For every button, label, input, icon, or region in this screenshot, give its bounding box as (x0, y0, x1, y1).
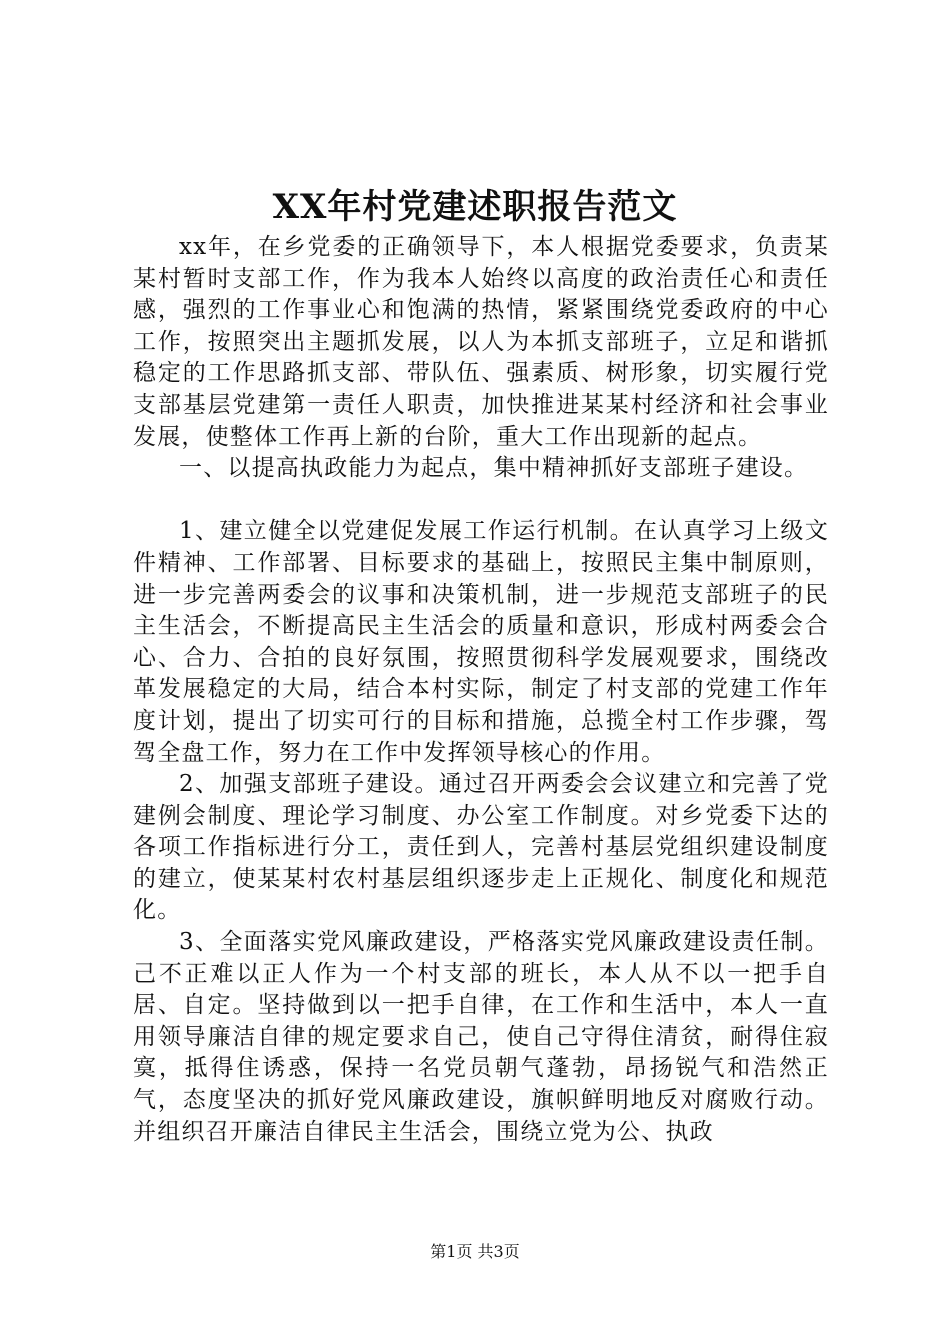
paragraph-item-2: 2、加强支部班子建设。通过召开两委会会议建立和完善了党建例会制度、理论学习制度、办公室工作制度。对乡党委下达的各项工作指标进行分工，责任到人，完善村基层党组织建设制度的建立，使某某村农村基层组织逐步走上正规化、制度化和规范化。 (133, 771, 829, 924)
section-heading-1: 一、以提高执政能力为起点，集中精神抓好支部班子建设。 (179, 455, 809, 482)
paragraph-item-1: 1、建立健全以党建促发展工作运行机制。在认真学习上级文件精神、工作部署、目标要求的基础上，按照民主集中制原则，进一步完善两委会的议事和决策机制，进一步规范支部班子的民主生活会，不断提高民主生活会的质量和意识，形成村两委会合心、合力、合拍的良好氛围，按照贯彻科学发展观要求，围绕改革发展稳定的大局，结合本村实际，制定了村支部的党建工作年度计划，提出了切实可行的目标和措施，总揽全村工作步骤，驾驾全盘工作，努力在工作中发挥领导核心的作用。 (133, 518, 829, 766)
document-title: XX年村党建述职报告范文 (272, 187, 678, 227)
page-number-footer: 第1页 共3页 (430, 1242, 520, 1261)
document-body (133, 232, 829, 1148)
paragraph-item-3: 3、全面落实党风廉政建设，严格落实党风廉政建设责任制。己不正难以正人作为一个村支部的班长，本人从不以一把手自居、自定。坚持做到以一把手自律，在工作和生活中，本人一直用领导廉洁自律的规定要求自己，使自己守得住清贫，耐得住寂寞，抵得住诱惑，保持一名党员朝气蓬勃，昂扬锐气和浩然正气，态度坚决的抓好党风廉政建设，旗帜鲜明地反对腐败行动。并组织召开廉洁自律民主生活会，围绕立党为公、执政 (133, 929, 829, 1145)
paragraph-intro: xx年，在乡党委的正确领导下，本人根据党委要求，负责某某村暂时支部工作，作为我本人始终以高度的政治责任心和责任感，强烈的工作事业心和饱满的热情，紧紧围绕党委政府的中心工作，按照突出主题抓发展，以人为本抓支部班子，立足和谐抓稳定的工作思路抓支部、带队伍、强素质、树形象，切实履行党支部基层党建第一责任人职责，加快推进某某村经济和社会事业发展，使整体工作再上新的台阶，重大工作出现新的起点。 (133, 234, 829, 450)
